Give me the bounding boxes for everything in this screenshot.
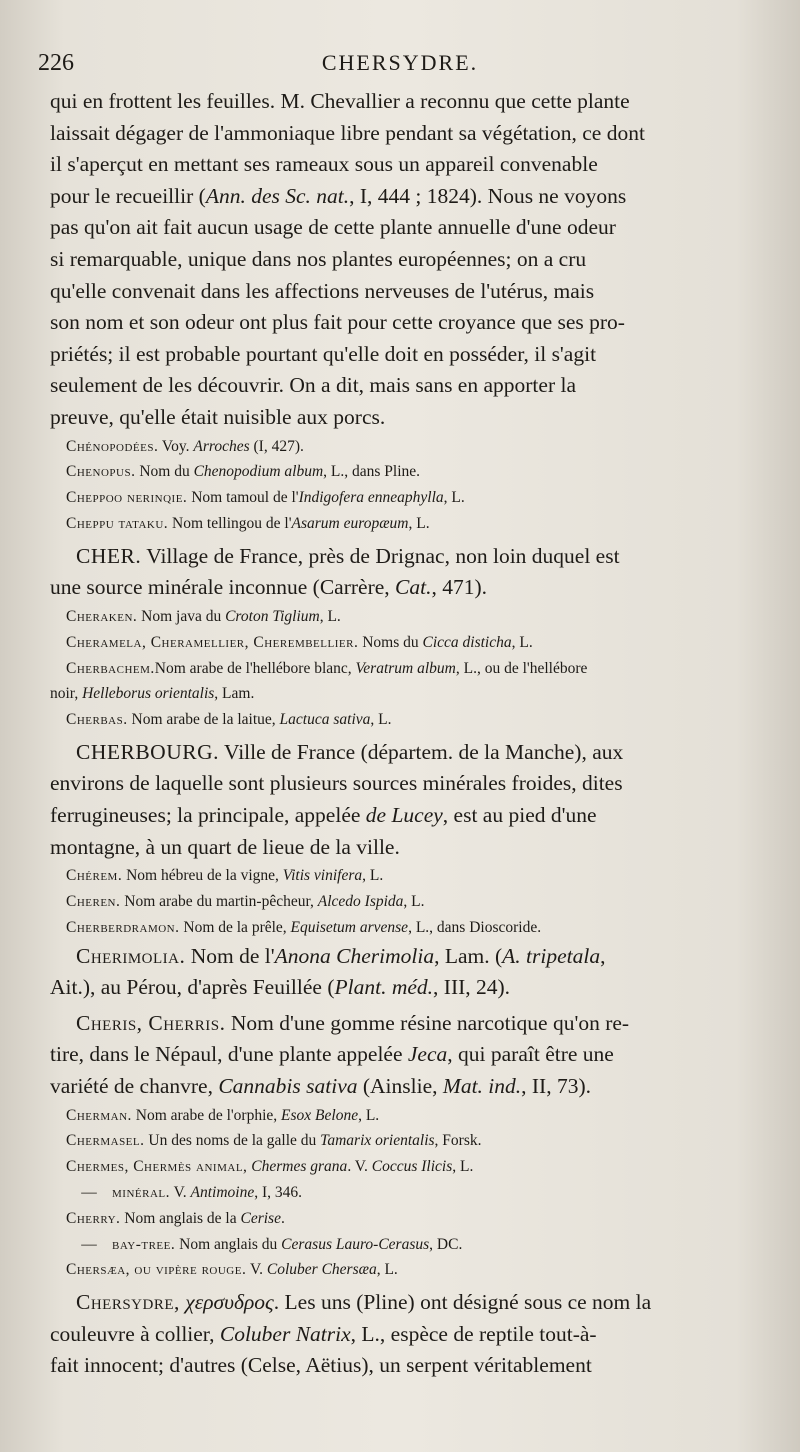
text-line: son nom et son odeur ont plus fait pour cette croyance que ses pro- bbox=[50, 310, 625, 335]
entry-cherbas: Cherbas. Nom arabe de la laitue, Lactuca sativa, L. bbox=[66, 711, 392, 729]
entry-chenopodees: Chénopodées. Voy. Arroches (I, 427). bbox=[66, 437, 304, 455]
entry-cherimolia: Cherimolia. Nom de l'Anona Cherimolia, Lam. (A. tripetala, bbox=[76, 943, 606, 968]
page-header bbox=[0, 44, 800, 84]
text-line: qui en frottent les feuilles. M. Chevallier a reconnu que cette plante bbox=[50, 89, 630, 113]
text-line: fait innocent; d'autres (Celse, Aëtius), un serpent véritablement bbox=[50, 1353, 592, 1378]
text-line: il s'aperçut en mettant ses rameaux sous un appareil convenable bbox=[50, 152, 598, 177]
text-line: tire, dans le Népaul, d'une plante appelée Jeca, qui paraît être une bbox=[50, 1042, 614, 1067]
entry-cherbachem-cont: noir, Helleborus orientalis, Lam. bbox=[50, 685, 255, 703]
entry-cherem: Chérem. Nom hébreu de la vigne, Vitis vinifera, L. bbox=[66, 867, 384, 885]
entry-chenopus: Chenopus. Nom du Chenopodium album, L., dans Pline. bbox=[66, 463, 421, 481]
text-line: seulement de les découvrir. On a dit, mais sans en apporter la bbox=[50, 373, 576, 398]
entry-cheppu: Cheppu tataku. Nom tellingou de l'Asarum europæum, L. bbox=[66, 514, 430, 532]
text-line: variété de chanvre, Cannabis sativa (Ainslie, Mat. ind., II, 73). bbox=[50, 1074, 591, 1099]
entry-chermes: Chermes, Chermès animal, Chermes grana. V. Coccus Ilicis, L. bbox=[66, 1158, 474, 1176]
text-line: montagne, à un quart de lieue de la ville. bbox=[50, 834, 400, 859]
text-line: couleuvre à collier, Coluber Natrix, L., espèce de reptile tout-à- bbox=[50, 1321, 597, 1346]
entry-cherbourg: CHERBOURG. Ville de France (départem. de la Manche), aux bbox=[76, 739, 624, 764]
entry-cheren: Cheren. Nom arabe du martin-pêcheur, Alcedo Ispida, L. bbox=[66, 893, 425, 911]
entry-chermasel: Chermasel. Un des noms de la galle du Tamarix orientalis, Forsk. bbox=[66, 1132, 482, 1150]
entry-cher: CHER. Village de France, près de Drignac, non loin duquel est bbox=[76, 543, 620, 568]
entry-cheramela: Cheramela, Cheramellier, Cherembellier. Noms du Cicca disticha, L. bbox=[66, 633, 533, 651]
text-line: qu'elle convenait dans les affections nerveuses de l'utérus, mais bbox=[50, 278, 595, 303]
page-body bbox=[50, 86, 766, 1382]
text-line: laissait dégager de l'ammoniaque libre pendant sa végétation, ce dont bbox=[50, 120, 645, 145]
text-line: pas qu'on ait fait aucun usage de cette plante annuelle d'une odeur bbox=[50, 215, 616, 240]
text-line: ferrugineuses; la principale, appelée de Lucey, est au pied d'une bbox=[50, 803, 597, 828]
entry-cherry-bay: — bay-tree. Nom anglais du Cerasus Lauro-Cerasus, DC. bbox=[81, 1235, 463, 1253]
text-line: preuve, qu'elle était nuisible aux porcs. bbox=[50, 404, 386, 429]
text-line: priétés; il est probable pourtant qu'elle doit en posséder, il s'agit bbox=[50, 341, 597, 366]
page-number: 226 bbox=[38, 50, 74, 76]
entry-cheraken: Cheraken. Nom java du Croton Tiglium, L. bbox=[66, 607, 341, 625]
text-line: Ait.), au Pérou, d'après Feuillée (Plant. méd., III, 24). bbox=[50, 975, 511, 1000]
entry-cherman: Cherman. Nom arabe de l'orphie, Esox Belone, L. bbox=[66, 1106, 380, 1124]
text-line: si remarquable, unique dans nos plantes européennes; on a cru bbox=[50, 246, 587, 271]
entry-cherbachem: Cherbachem.Nom arabe de l'hellébore blanc, Veratrum album, L., ou de l'hellébore bbox=[66, 659, 588, 677]
entry-chersaea: Chersæa, ou vipère rouge. V. Coluber Chersæa, L. bbox=[66, 1261, 398, 1279]
text-line: environs de laquelle sont plusieurs sources minérales froides, dites bbox=[50, 771, 623, 796]
entry-cherry: Cherry. Nom anglais de la Cerise. bbox=[66, 1209, 285, 1227]
entry-cher-line: une source minérale inconnue (Carrère, Cat., 471). bbox=[50, 575, 488, 600]
text-line: pour le recueillir (Ann. des Sc. nat., I, 444 ; 1824). Nous ne voyons bbox=[50, 183, 627, 208]
entry-chersydre: Chersydre, χερσυδρος. Les uns (Pline) ont désigné sous ce nom la bbox=[76, 1290, 652, 1315]
entry-cherberdramon: Cherberdramon. Nom de la prêle, Equisetum arvense, L., dans Dioscoride. bbox=[66, 918, 542, 936]
entry-chermes-mineral: — minéral. V. Antimoine, I, 346. bbox=[81, 1184, 303, 1202]
entry-cheris: Cheris, Cherris. Nom d'une gomme résine narcotique qu'on re- bbox=[76, 1010, 630, 1035]
running-title: CHERSYDRE. bbox=[321, 50, 479, 75]
entry-cheppoo: Cheppoo nerinqie. Nom tamoul de l'Indigofera enneaphylla, L. bbox=[66, 489, 465, 507]
